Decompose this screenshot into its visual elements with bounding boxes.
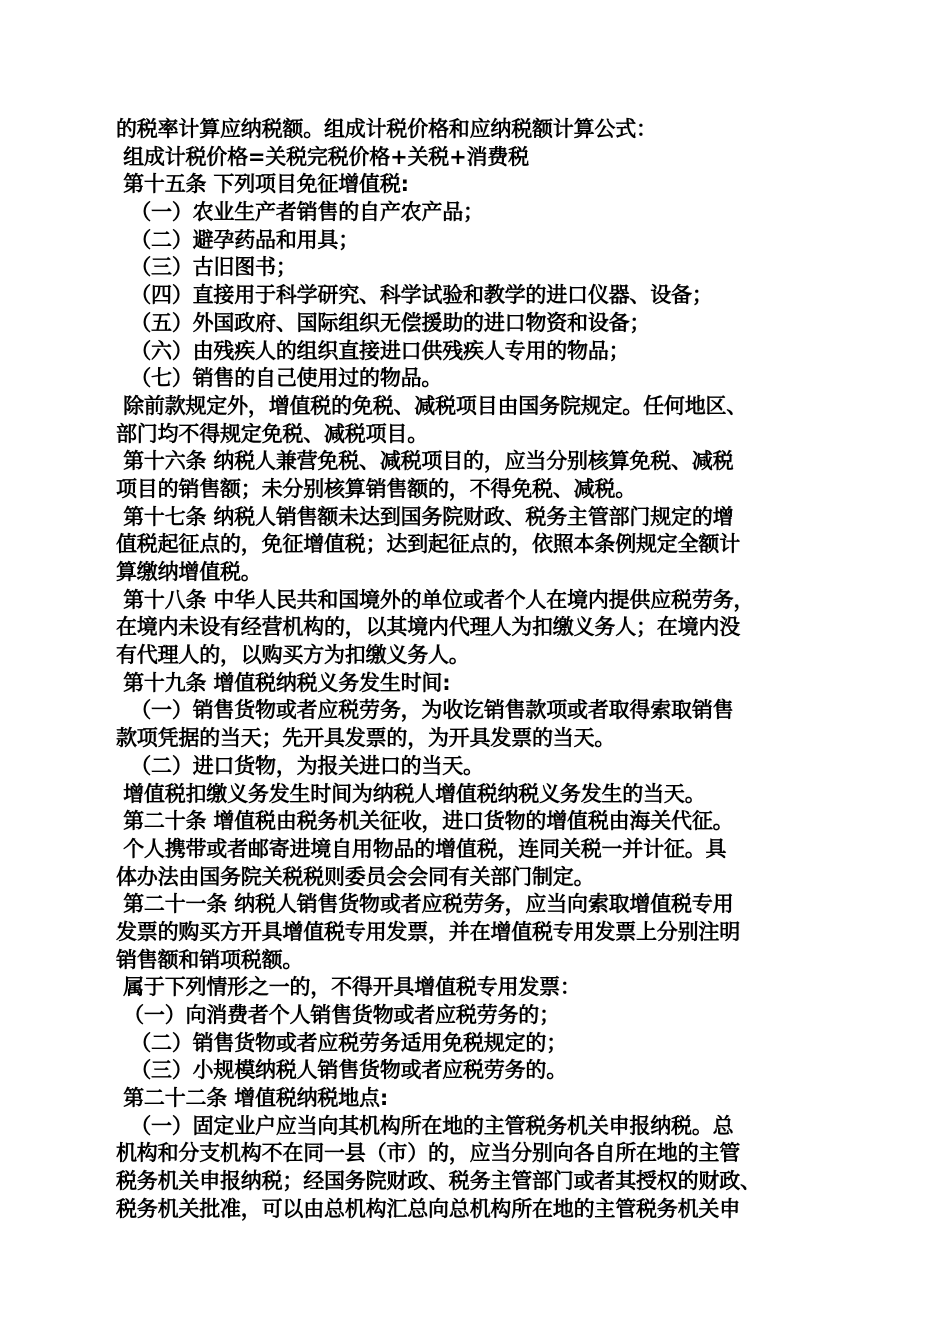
text-line: 在境内未设有经营机构的，以其境内代理人为扣缴义务人；在境内没 xyxy=(116,615,740,640)
text-line: 发票的购买方开具增值税专用发票，并在增值税专用发票上分别注明 xyxy=(116,919,740,944)
text-line: 第二十二条 增值税纳税地点: xyxy=(116,1086,389,1111)
text-line: 组成计税价格=关税完税价格+关税+消费税 xyxy=(116,144,529,169)
text-line: （四）直接用于科学研究、科学试验和教学的进口仪器、设备； xyxy=(116,283,713,308)
text-line: 第十九条 增值税纳税义务发生时间: xyxy=(116,670,451,695)
text-line: 款项凭据的当天；先开具发票的，为开具发票的当天。 xyxy=(116,726,616,751)
text-line: （二）进口货物，为报关进口的当天。 xyxy=(116,753,484,778)
text-line: 税务机关批准，可以由总机构汇总向总机构所在地的主管税务机关申 xyxy=(116,1196,740,1221)
text-line: 体办法由国务院关税税则委员会会同有关部门制定。 xyxy=(116,864,595,889)
text-line: 第十八条 中华人民共和国境外的单位或者个人在境内提供应税劳务， xyxy=(116,587,755,612)
text-line: 增值税扣缴义务发生时间为纳税人增值税纳税义务发生的当天。 xyxy=(116,781,706,806)
text-line: 第二十条 增值税由税务机关征收，进口货物的增值税由海关代征。 xyxy=(116,809,734,834)
text-line: 第十五条 下列项目免征增值税: xyxy=(116,172,409,197)
text-line: 税务机关申报纳税；经国务院财政、税务主管部门或者其授权的财政、 xyxy=(116,1169,761,1194)
text-line: 第十七条 纳税人销售额未达到国务院财政、税务主管部门规定的增 xyxy=(116,504,734,529)
text-line: 个人携带或者邮寄进境自用物品的增值税，连同关税一并计征。具 xyxy=(116,836,727,861)
text-line: 项目的销售额；未分别核算销售额的，不得免税、减税。 xyxy=(116,476,636,501)
text-line: 属于下列情形之一的，不得开具增值税专用发票： xyxy=(116,975,581,1000)
text-line: 算缴纳增值税。 xyxy=(116,560,262,584)
text-line: 机构和分支机构不在同一县（市）的，应当分别向各自所在地的主管 xyxy=(116,1141,740,1166)
text-line: （三）古旧图书； xyxy=(116,255,297,280)
document-page xyxy=(116,116,846,1224)
text-line: 有代理人的，以购买方为扣缴义务人。 xyxy=(116,643,470,668)
text-line: （一）农业生产者销售的自产农产品； xyxy=(116,200,484,225)
text-line: 部门均不得规定免税、减税项目。 xyxy=(116,421,428,446)
text-line: （三）小规模纳税人销售货物或者应税劳务的。 xyxy=(116,1058,568,1083)
text-line: （二）避孕药品和用具； xyxy=(116,227,360,252)
text-line: 值税起征点的，免征增值税；达到起征点的，依照本条例规定全额计 xyxy=(116,532,740,557)
text-line: （六）由残疾人的组织直接进口供残疾人专用的物品； xyxy=(116,338,630,363)
text-line: （一）向消费者个人销售货物或者应税劳务的； xyxy=(116,1003,560,1027)
text-line: （五）外国政府、国际组织无偿援助的进口物资和设备； xyxy=(116,310,651,335)
text-line: （一）固定业户应当向其机构所在地的主管税务机关申报纳税。总 xyxy=(116,1113,734,1138)
text-line: （七）销售的自己使用过的物品。 xyxy=(116,366,443,391)
text-line: （一）销售货物或者应税劳务，为收讫销售款项或者取得索取销售 xyxy=(116,698,734,723)
text-line: 的税率计算应纳税额。组成计税价格和应纳税额计算公式： xyxy=(116,117,657,141)
text-line: 销售额和销项税额。 xyxy=(116,947,304,972)
text-line: （二）销售货物或者应税劳务适用免税规定的； xyxy=(116,1030,568,1055)
text-line: 除前款规定外，增值税的免税、减税项目由国务院规定。任何地区、 xyxy=(116,393,748,418)
text-line: 第二十一条 纳税人销售货物或者应税劳务，应当向索取增值税专用 xyxy=(116,892,734,917)
text-line: 第十六条 纳税人兼营免税、减税项目的，应当分别核算免税、减税 xyxy=(116,449,734,474)
